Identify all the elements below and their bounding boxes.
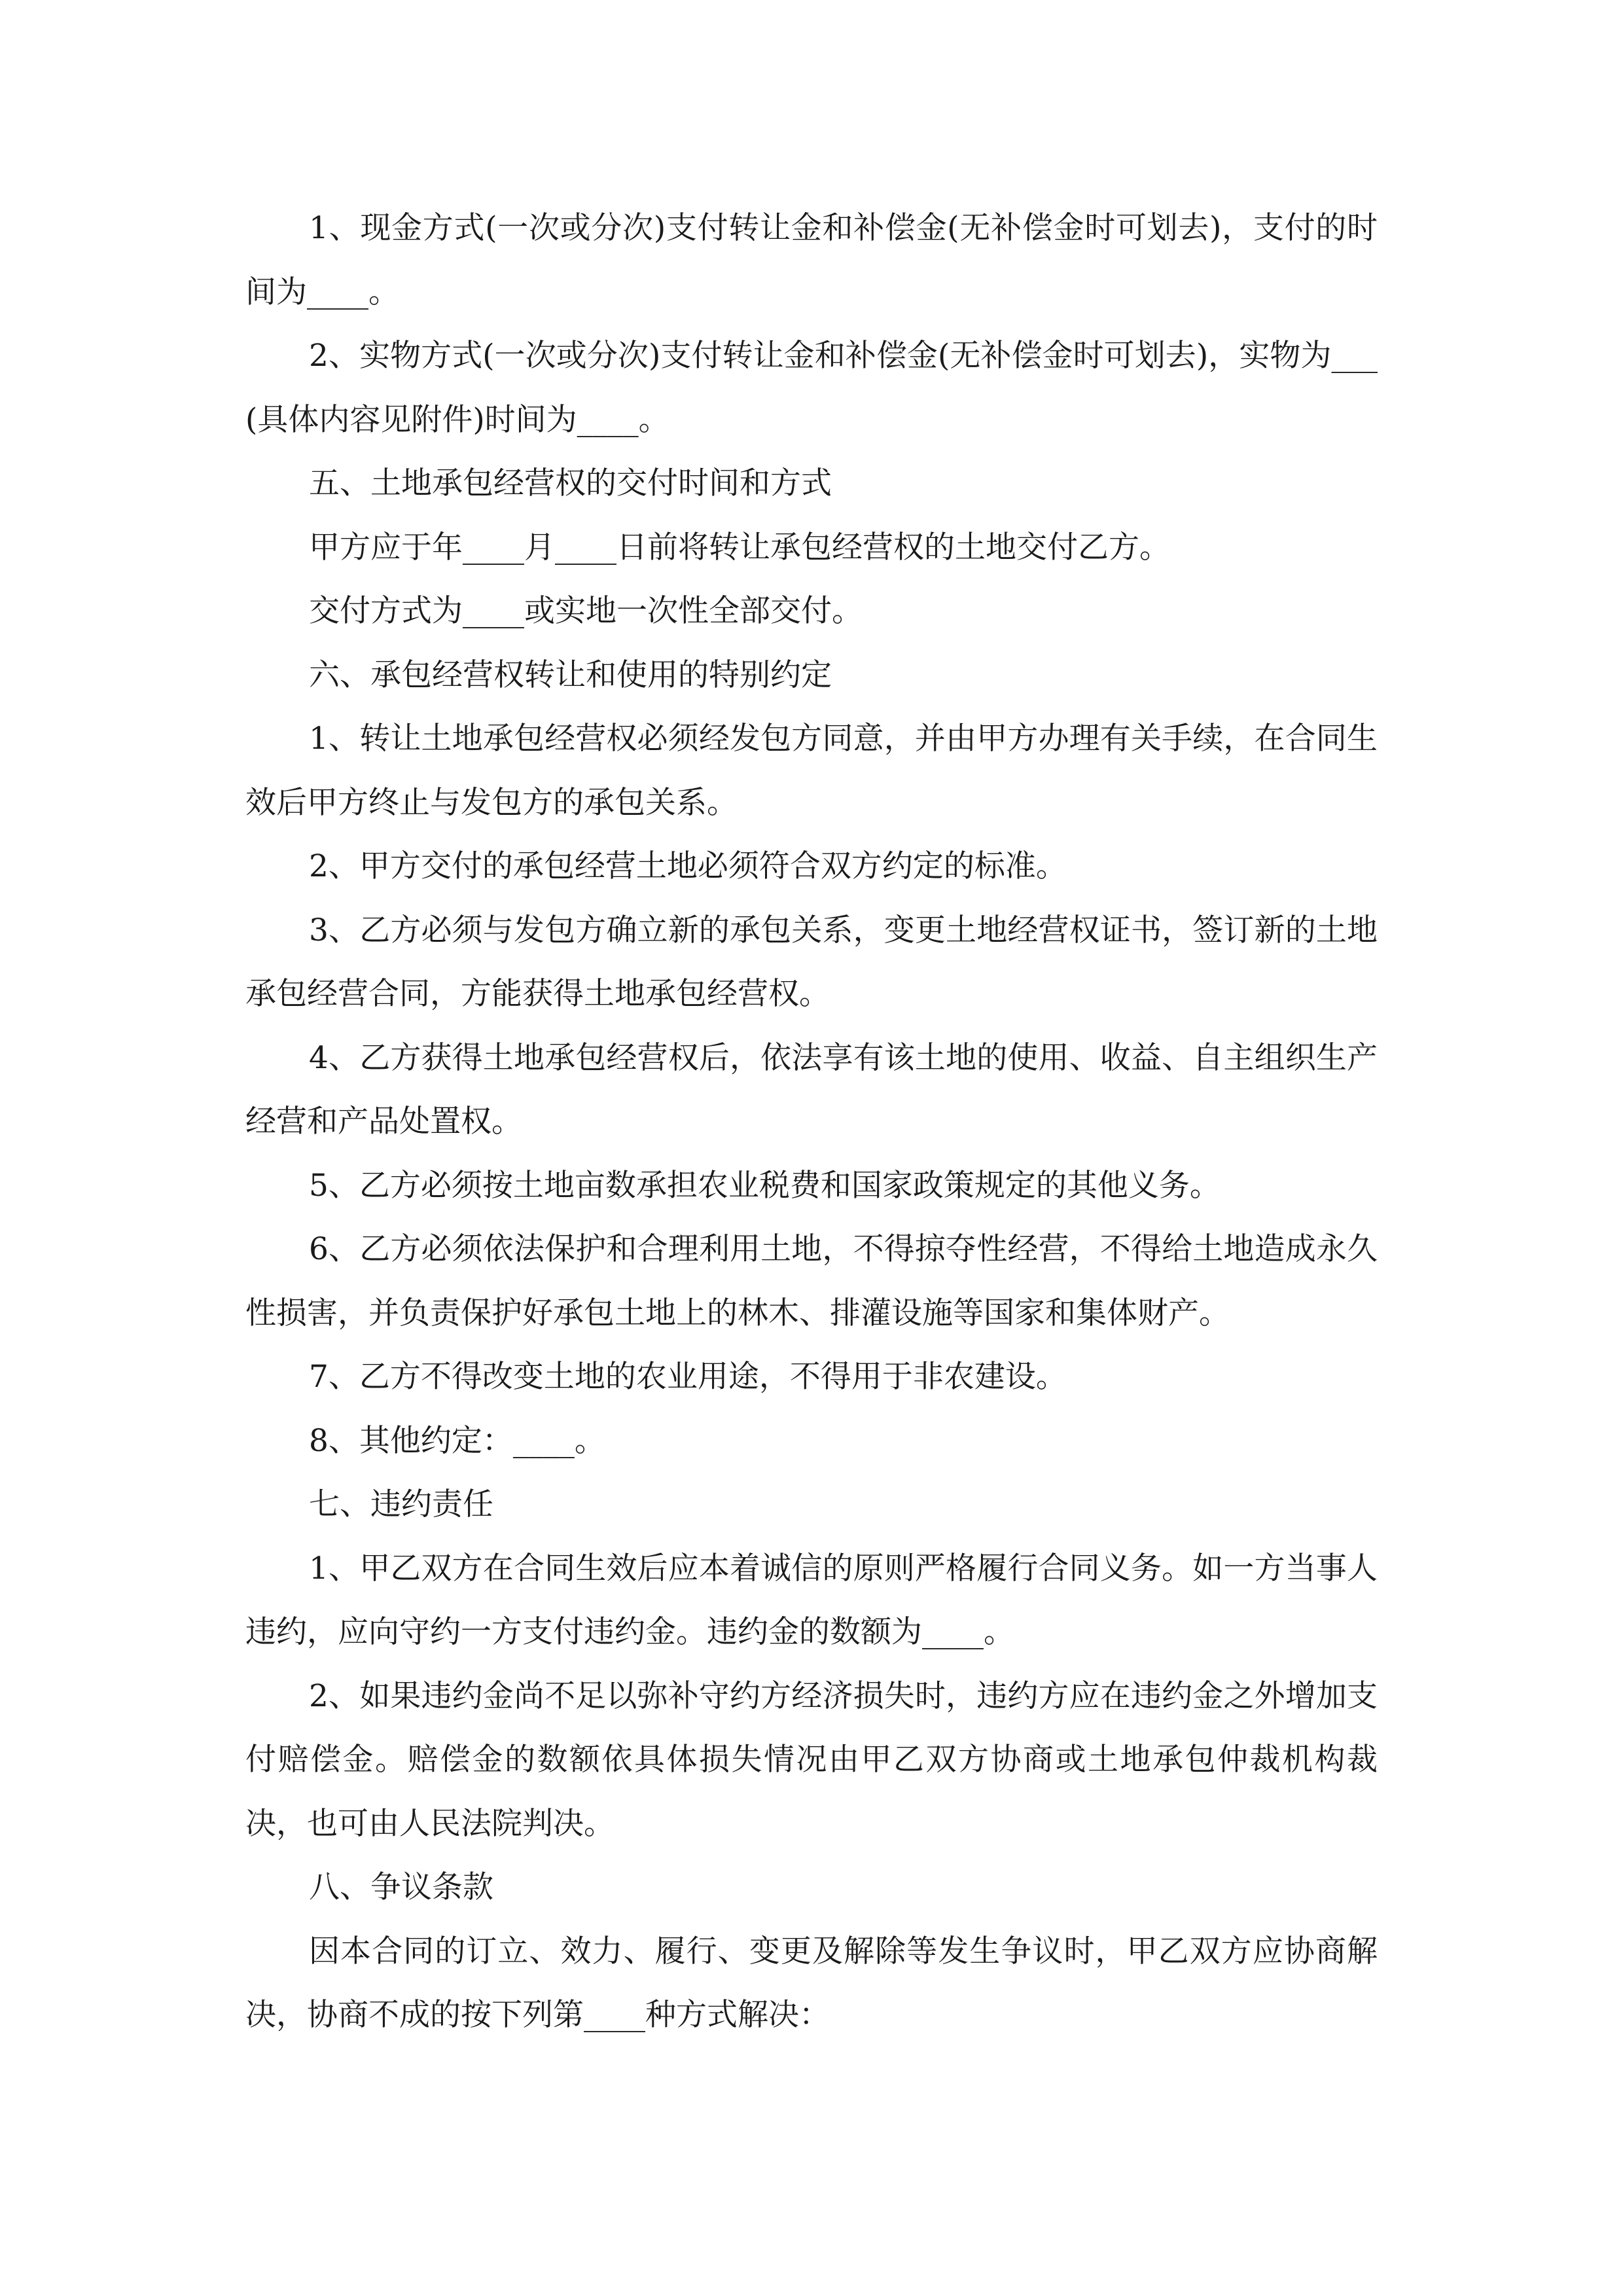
- section-heading-liability: 七、违约责任: [309, 1486, 493, 1522]
- clause-special-1: 1、转让土地承包经营权必须经发包方同意，并由甲方办理有关手续，在合同生效后甲方终止与发包方的承包关系。: [245, 721, 1378, 821]
- clause-delivery-date: 甲方应于年____月____日前将转让承包经营权的土地交付乙方。: [309, 529, 1170, 565]
- clause-cash-payment: 1、现金方式(一次或分次)支付转让金和补偿金(无补偿金时可划去)，支付的时间为____。: [245, 210, 1378, 310]
- clause-special-8: 8、其他约定：____。: [309, 1422, 605, 1459]
- section-heading-dispute: 八、争议条款: [309, 1869, 493, 1905]
- clause-special-2: 2、甲方交付的承包经营土地必须符合双方约定的标准。: [309, 848, 1067, 884]
- clause-special-3: 3、乙方必须与发包方确立新的承包关系，变更土地经营权证书，签订新的土地承包经营合同，方能获得土地承包经营权。: [245, 912, 1378, 1012]
- clause-liability-1: 1、甲乙双方在合同生效后应本着诚信的原则严格履行合同义务。如一方当事人违约，应向守约一方支付违约金。违约金的数额为____。: [245, 1550, 1378, 1650]
- clause-special-4: 4、乙方获得土地承包经营权后，依法享有该土地的使用、收益、自主组织生产经营和产品处置权。: [245, 1039, 1378, 1139]
- clause-special-6: 6、乙方必须依法保护和合理利用土地，不得掠夺性经营，不得给土地造成永久性损害，并负责保护好承包土地上的林木、排灌设施等国家和集体财产。: [245, 1231, 1378, 1331]
- document-page: [245, 196, 1378, 2047]
- clause-delivery-method: 交付方式为____或实地一次性全部交付。: [309, 593, 863, 629]
- clause-special-5: 5、乙方必须按土地亩数承担农业税费和国家政策规定的其他义务。: [309, 1167, 1221, 1204]
- section-heading-special-terms: 六、承包经营权转让和使用的特别约定: [309, 656, 832, 693]
- clause-liability-2: 2、如果违约金尚不足以弥补守约方经济损失时，违约方应在违约金之外增加支付赔偿金。赔偿金的数额依具体损失情况由甲乙双方协商或土地承包仲裁机构裁决，也可由人民法院判决。: [245, 1677, 1378, 1842]
- clause-in-kind-payment: 2、实物方式(一次或分次)支付转让金和补偿金(无补偿金时可划去)，实物为___(具体内容见附件)时间为____。: [245, 338, 1378, 438]
- clause-special-7: 7、乙方不得改变土地的农业用途，不得用于非农建设。: [309, 1359, 1067, 1395]
- section-heading-delivery: 五、土地承包经营权的交付时间和方式: [309, 465, 832, 501]
- clause-dispute: 因本合同的订立、效力、履行、变更及解除等发生争议时，甲乙双方应协商解决，协商不成的按下列第____种方式解决：: [245, 1933, 1378, 2033]
